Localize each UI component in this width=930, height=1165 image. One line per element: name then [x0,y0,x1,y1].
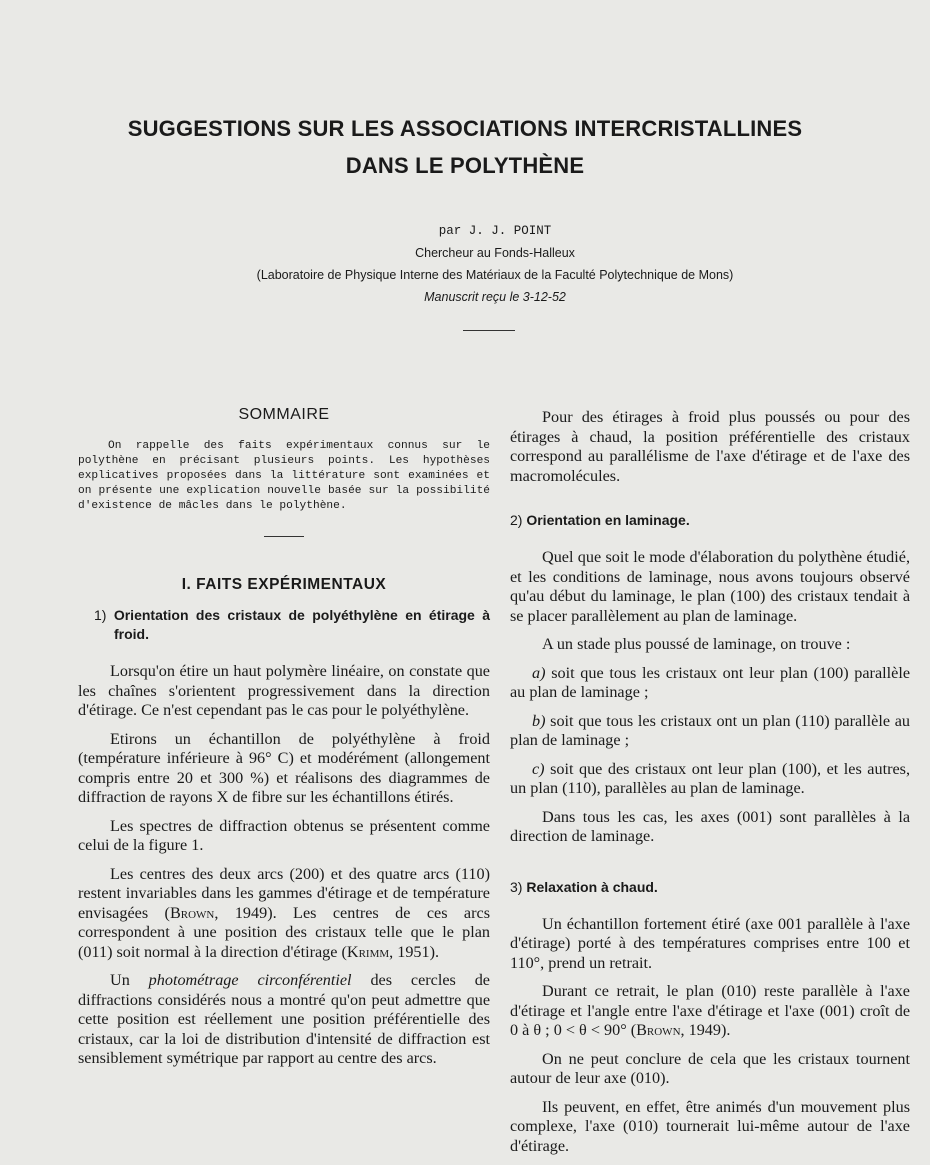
citation-author: Brown [636,1021,681,1039]
text-run: , 1949). Les centres de ces arcs correspondent à une position des cristaux telle que le plan (011) soit normal à la direction d'étirage ( [78,903,490,961]
subsection-3-number: 3) [510,878,523,895]
paragraph: On ne peut conclure de cela que les cristaux tournent autour de leur axe (010). [510,1049,910,1087]
emphasis: photométrage circonférentiel [148,971,352,989]
header-divider [463,330,515,331]
subsection-2-heading [510,511,910,530]
paragraph [78,971,490,1069]
item-label: b) [532,711,546,730]
text-run: des cercles de diffractions considérés nous a montré qu'on peut admettre que cette position est réellement une position préférentielle des cristaux, car la loi de distribution d'intensité de diffraction est sensiblement symétrique par rapport au centre des arcs. [78,971,490,1067]
left-column [78,405,490,1078]
paragraph: Les spectres de diffraction obtenus se présentent comme celui de la figure 1. [78,816,490,854]
paragraph: Etirons un échantillon de polyéthylène à froid (température inférieure à 96° C) et modérément (allongement compris entre 20 et 300 %) et réalisons des diagrammes de diffraction de rayons X de fibre sur les échantillons étirés. [78,729,490,806]
paragraph [78,865,490,963]
item-text: soit que des cristaux ont leur plan (100), et les autres, un plan (110), parallèles au plan de laminage. [510,759,910,797]
paragraph: Quel que soit le mode d'élaboration du polythène étudié, et les conditions de laminage, nous avons toujours observé qu'au début du laminage, le plan (100) des cristaux tendait à se placer parallèlement au plan de laminage. [510,548,910,625]
paragraph [510,982,910,1041]
list-item [510,712,910,751]
item-text: soit que tous les cristaux ont un plan (110) parallèle au plan de laminage ; [510,711,910,749]
summary-heading: SOMMAIRE [238,406,330,423]
text-run: Durant ce retrait, le plan (010) reste parallèle à l'axe d'étirage et l'angle entre l'axe d'étirage et l'axe (001) croît de 0 à θ ; 0 < θ < 90° ( [510,982,910,1039]
subsection-1-title: Orientation des cristaux de polyéthylène en étirage à froid. [113,607,490,642]
item-text: soit que tous les cristaux ont leur plan (100) parallèle au plan de laminage ; [510,663,910,701]
subsection-1-number: 1) [94,607,107,623]
subsection-3-title: Relaxation à chaud. [526,878,658,895]
subsection-1-heading [94,606,490,644]
paragraph: Ils peuvent, en effet, être animés d'un mouvement plus complexe, l'axe (010) tournerait lui-même autour de l'axe d'étirage. [510,1097,910,1155]
subsection-2-title: Orientation en laminage. [526,512,690,528]
item-label: a) [532,663,546,682]
text-run: , 1951). [389,942,440,961]
title-line-2: DANS LE POLYTHÈNE [345,153,585,178]
affiliation-line-1: Chercheur au Fonds-Halleux [415,246,575,260]
summary-text: On rappelle des faits expérimentaux connus sur le polythène en précisant plusieurs points. Les hypothèses explicatives proposées dans la littérature sont examinées et on présente une explication nouvelle basée sur la possibilité d'existence de mâcles dans le polythène. [78,439,490,512]
byline [0,220,930,308]
text-run: , 1949). [680,1021,731,1039]
author: par J. J. POINT [438,224,552,238]
article-title [0,110,930,184]
paragraph: Pour des étirages à froid plus poussés ou pour des étirages à chaud, la position préférentielle des cristaux correspond au parallélisme de l'axe d'étirage et de l'axe des macromolécules. [510,408,910,485]
paragraph: Lorsqu'on étire un haut polymère linéaire, on constate que les chaînes s'orientent progressivement dans la direction d'étirage. Ce n'est cependant pas le cas pour le polyéthylène. [78,662,490,719]
paragraph: A un stade plus poussé de laminage, on trouve : [542,635,851,653]
text-run: Un [110,971,149,989]
title-line-1: SUGGESTIONS SUR LES ASSOCIATIONS INTERCRISTALLINES [127,116,803,141]
paragraph: Dans tous les cas, les axes (001) sont parallèles à la direction de laminage. [510,807,910,845]
citation-author: Krimm [346,942,390,961]
paragraph: Un échantillon fortement étiré (axe 001 parallèle à l'axe d'étirage) porté à des températures comprises entre 100 et 110°, prend un retrait. [510,914,910,972]
subsection-3-heading [510,878,910,897]
list-item [510,760,910,799]
summary-divider [264,536,304,537]
section-heading: I. FAITS EXPÉRIMENTAUX [181,575,387,593]
right-column [510,408,910,1165]
citation-author: Brown [169,903,215,922]
affiliation-line-2: (Laboratoire de Physique Interne des Matériaux de la Faculté Polytechnique de Mons) [256,268,734,282]
received-date: Manuscrit reçu le 3-12-52 [424,290,566,304]
subsection-2-number: 2) [510,512,523,528]
list-item [510,664,910,703]
item-label: c) [532,759,545,778]
text-run: Les centres des deux arcs (200) et des quatre arcs (110) restent invariables dans les gammes d'étirage et de température envisagées ( [78,864,490,922]
